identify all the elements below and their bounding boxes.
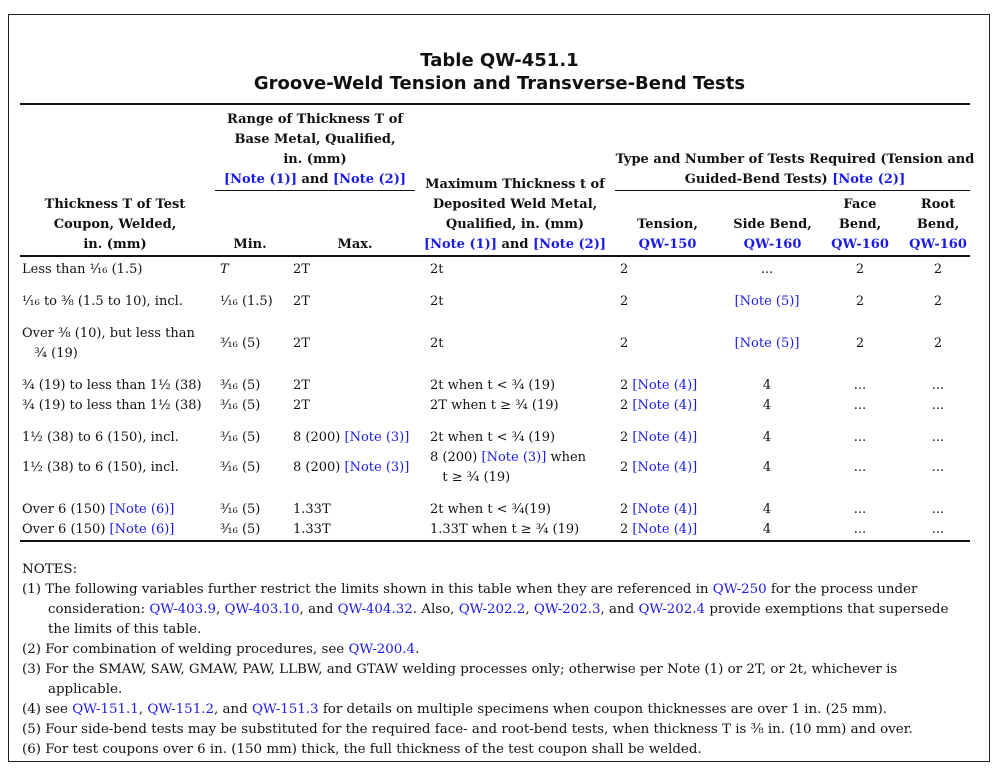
cell-text: 8 (200) xyxy=(293,430,345,445)
note-link[interactable]: [Note (5)] xyxy=(734,294,800,309)
cell-text: 2t when t < ³⁄₄(19) xyxy=(430,502,551,517)
cell-max xyxy=(293,396,310,416)
cell-tension xyxy=(620,458,697,478)
cell-text: , and xyxy=(299,602,338,617)
cell-face: ... xyxy=(853,502,867,517)
qw-160-link[interactable]: QW-160 xyxy=(743,237,802,252)
note-link[interactable]: [Note (2)] xyxy=(533,237,607,252)
header-line: Bend, xyxy=(916,217,960,232)
cell-root: ... xyxy=(931,502,945,517)
cell-text: 2T xyxy=(293,294,310,309)
cell-text: 2 xyxy=(620,460,633,475)
cell-dep xyxy=(430,376,555,396)
cell-face: ... xyxy=(853,522,867,537)
cell-text: 8 (200) xyxy=(430,450,482,465)
divider xyxy=(615,190,970,191)
cell-min xyxy=(220,520,260,540)
face-bend-header xyxy=(825,195,895,255)
cell-text: Over 6 (150) xyxy=(22,522,110,537)
header-line: Type and Number of Tests Required (Tension and xyxy=(615,152,975,167)
cell-max xyxy=(293,500,331,520)
note-link[interactable]: QW-151.1 xyxy=(72,702,139,717)
note-link[interactable]: [Note (2)] xyxy=(333,172,407,187)
note-link[interactable]: [Note (5)] xyxy=(734,336,800,351)
cell-tension xyxy=(620,334,628,354)
cell-text: 2t xyxy=(430,336,444,351)
cell-tension xyxy=(620,520,697,540)
cell-text: 4 xyxy=(762,378,772,393)
cell-face: ... xyxy=(853,460,867,475)
header-line: Root xyxy=(920,197,956,212)
header-line: Range of Thickness T of xyxy=(227,112,403,127)
table-number: Table QW-451.1 xyxy=(420,50,579,71)
header-line: in. (mm) xyxy=(283,152,347,167)
note-link[interactable]: [Note (4)] xyxy=(632,460,698,475)
note-link[interactable]: QW-151.3 xyxy=(251,702,319,717)
cell-text: (6) For test coupons over 6 in. (150 mm) thick, the full thickness of the test coupon shall be welded. xyxy=(22,742,702,757)
qw-150-link[interactable]: QW-150 xyxy=(638,237,697,252)
cell-max xyxy=(293,334,310,354)
cell-dep xyxy=(430,396,559,416)
cell-text: 2 xyxy=(620,398,633,413)
cell-text: t ≥ ³⁄₄ (19) xyxy=(430,470,511,485)
cell-coupon xyxy=(22,292,183,312)
cell-min xyxy=(220,376,260,396)
note-item xyxy=(22,740,972,760)
note-link[interactable]: QW-202.2 xyxy=(458,602,526,617)
tension-header xyxy=(620,215,715,255)
coupon-header xyxy=(20,195,210,255)
header-line: Thickness T of Test xyxy=(44,197,186,212)
cell-text: , and xyxy=(214,702,252,717)
cell-text: ³⁄₁₆ (5) xyxy=(220,336,261,351)
notes xyxy=(22,560,972,760)
root-bend-header xyxy=(902,195,974,255)
cell-min xyxy=(220,428,260,448)
cell-min xyxy=(220,260,229,280)
cell-text: ³⁄₄ (19) to less than 1½ (38) xyxy=(22,398,202,413)
note-link[interactable]: QW-403.10 xyxy=(224,602,300,617)
cell-text: 1½ (38) to 6 (150), incl. xyxy=(22,460,179,475)
cell-tension xyxy=(620,500,697,520)
cell-text: 2t when t < ³⁄₄ (19) xyxy=(430,430,556,445)
cell-max xyxy=(293,458,409,478)
cell-root: 2 xyxy=(933,336,943,351)
note-link[interactable]: QW-403.9 xyxy=(149,602,216,617)
note-link[interactable]: QW-202.4 xyxy=(638,602,706,617)
note-link[interactable]: QW-200.4 xyxy=(348,642,416,657)
cell-text: 4 xyxy=(762,398,772,413)
note-item xyxy=(22,720,972,740)
cell-text: , xyxy=(138,702,148,717)
cell-dep xyxy=(430,260,444,280)
cell-text: Less than ¹⁄₁₆ (1.5) xyxy=(22,262,143,277)
cell-side xyxy=(712,396,822,416)
cell-dep xyxy=(430,500,551,520)
cell-text: (1) The following variables further restrict the limits shown in this table when they are referenced in xyxy=(22,582,713,597)
cell-dep xyxy=(430,292,444,312)
cell-dep xyxy=(430,448,586,488)
cell-face: ... xyxy=(853,378,867,393)
cell-text: 2T when t ≥ ³⁄₄ (19) xyxy=(430,398,559,413)
cell-text: 4 xyxy=(762,430,772,445)
header-line: Bend, xyxy=(838,217,882,232)
cell-tension xyxy=(620,260,628,280)
cell-side xyxy=(712,458,822,478)
note-link[interactable]: [Note (3)] xyxy=(344,460,410,475)
cell-text: (5) Four side-bend tests may be substituted for the required face- and root-bend tests, when thickness T is ³⁄₈ in. (10 mm) and over. xyxy=(22,722,913,737)
cell-face: 2 xyxy=(855,294,865,309)
header-line: Base Metal, Qualified, xyxy=(234,132,396,147)
cell-coupon xyxy=(22,324,195,364)
header-line: Side Bend, xyxy=(733,217,812,232)
cell-text: 2T xyxy=(293,398,310,413)
cell-text: 2T xyxy=(293,336,310,351)
cell-side xyxy=(712,292,822,312)
header-line: Deposited Weld Metal, xyxy=(432,197,598,212)
cell-text: ³⁄₁₆ (5) xyxy=(220,430,261,445)
cell-coupon xyxy=(22,428,179,448)
note-link[interactable]: QW-250 xyxy=(712,582,767,597)
cell-face: ... xyxy=(853,398,867,413)
cell-text: Over 6 (150) xyxy=(22,502,110,517)
header-line: in. (mm) xyxy=(83,237,147,252)
header-line: Qualified, in. (mm) xyxy=(445,217,585,232)
cell-side xyxy=(712,520,822,540)
cell-text: 4 xyxy=(762,460,772,475)
cell-coupon xyxy=(22,520,174,540)
cell-text: . Also, xyxy=(412,602,459,617)
cell-text: 2 xyxy=(620,294,629,309)
cell-dep xyxy=(430,520,579,540)
cell-text: for details on multiple specimens when coupon thicknesses are over 1 in. (25 mm). xyxy=(318,702,888,717)
cell-face: ... xyxy=(853,430,867,445)
cell-text: ³⁄₁₆ (5) xyxy=(220,378,261,393)
cell-text: 1.33T when t ≥ ³⁄₄ (19) xyxy=(430,522,580,537)
cell-coupon xyxy=(22,260,142,280)
cell-text: (4) see xyxy=(22,702,73,717)
cell-coupon xyxy=(22,458,179,478)
table-title: Groove-Weld Tension and Transverse-Bend Tests xyxy=(253,73,746,94)
header-line: Coupon, Welded, xyxy=(53,217,177,232)
cell-text: (3) For the SMAW, SAW, GMAW, PAW, LLBW, and GTAW welding processes only; otherwise per Note (1) or 2T, or 2t, whichever is applicable. xyxy=(22,662,898,697)
cell-side xyxy=(712,260,822,280)
cell-text: ³⁄₁₆ (5) xyxy=(220,398,261,413)
cell-text: 4 xyxy=(762,522,772,537)
note-link[interactable]: [Note (6)] xyxy=(109,522,175,537)
cell-dep xyxy=(430,428,555,448)
cell-text: ³⁄₁₆ (5) xyxy=(220,460,261,475)
cell-text: 2 xyxy=(620,502,633,517)
note-link[interactable]: [Note (4)] xyxy=(632,378,698,393)
header-line: Tension, xyxy=(637,217,698,232)
cell-text: for the process under consideration: xyxy=(48,582,918,617)
cell-text: when xyxy=(546,450,587,465)
cell-text: 8 (200) xyxy=(293,460,345,475)
cell-face: 2 xyxy=(855,336,865,351)
note-item xyxy=(22,660,972,700)
cell-text: 2T xyxy=(293,262,310,277)
cell-root: ... xyxy=(931,522,945,537)
cell-root: ... xyxy=(931,430,945,445)
note-link[interactable]: [Note (6)] xyxy=(109,502,175,517)
cell-text: 2t xyxy=(430,262,444,277)
side-bend-header xyxy=(725,215,820,255)
cell-text: 1.33T xyxy=(293,522,331,537)
cell-root: ... xyxy=(931,460,945,475)
note-link[interactable]: [Note (3)] xyxy=(481,450,547,465)
cell-coupon xyxy=(22,396,202,416)
cell-min xyxy=(220,292,273,312)
cell-text: 2 xyxy=(620,336,629,351)
range-header xyxy=(215,110,415,190)
cell-text: 2 xyxy=(620,430,633,445)
cell-text: 4 xyxy=(762,502,772,517)
type-header xyxy=(615,150,975,190)
cell-text: , xyxy=(215,602,225,617)
cell-root: 2 xyxy=(933,262,943,277)
note-link[interactable]: [Note (1)] xyxy=(223,172,297,187)
cell-min xyxy=(220,458,260,478)
cell-dep xyxy=(430,334,444,354)
note-link[interactable]: [Note (4)] xyxy=(632,522,698,537)
min-header: Min. xyxy=(233,237,267,252)
cell-text: ³⁄₄ (19) to less than 1½ (38) xyxy=(22,378,202,393)
cell-text: 1½ (38) to 6 (150), incl. xyxy=(22,430,179,445)
cell-side xyxy=(712,334,822,354)
notes-title: NOTES: xyxy=(22,562,78,577)
cell-text: , and xyxy=(600,602,639,617)
note-item xyxy=(22,640,972,660)
header-line: Guided-Bend Tests) xyxy=(684,172,828,187)
cell-text: 1.33T xyxy=(293,502,331,517)
divider xyxy=(215,190,415,191)
header-line: Face xyxy=(843,197,877,212)
cell-root: ... xyxy=(931,398,945,413)
cell-coupon xyxy=(22,500,174,520)
cell-text: ... xyxy=(760,262,774,277)
and-text: and xyxy=(296,172,334,187)
cell-side xyxy=(712,428,822,448)
cell-text: 2 xyxy=(620,378,633,393)
cell-root: 2 xyxy=(933,294,943,309)
cell-max xyxy=(293,520,331,540)
cell-text: 2 xyxy=(620,522,633,537)
cell-min xyxy=(220,334,260,354)
cell-coupon xyxy=(22,376,202,396)
note-item xyxy=(22,580,972,640)
qw-160-link[interactable]: QW-160 xyxy=(831,237,889,252)
cell-max xyxy=(293,260,310,280)
max-header: Max. xyxy=(337,237,373,252)
cell-text: ¹⁄₁₆ to ³⁄₈ (1.5 to 10), incl. xyxy=(22,294,183,309)
cell-tension xyxy=(620,292,628,312)
cell-text: ³⁄₁₆ (5) xyxy=(220,502,261,517)
top-rule xyxy=(20,103,970,105)
note-link[interactable]: [Note (2)] xyxy=(832,172,906,187)
cell-min xyxy=(220,500,260,520)
cell-text: (2) For combination of welding procedures, see xyxy=(22,642,349,657)
cell-side xyxy=(712,376,822,396)
cell-text: 2T xyxy=(293,378,310,393)
note-link[interactable]: QW-151.2 xyxy=(147,702,214,717)
cell-min xyxy=(220,396,260,416)
deposited-header xyxy=(420,175,610,255)
cell-max xyxy=(293,292,310,312)
cell-text: provide exemptions that supersede the limits of this table. xyxy=(48,602,949,637)
cell-side xyxy=(712,500,822,520)
header-rule xyxy=(20,255,970,257)
note-link[interactable]: [Note (3)] xyxy=(344,430,410,445)
cell-face: 2 xyxy=(855,262,865,277)
cell-text: ³⁄₄ (19) xyxy=(22,346,78,361)
cell-max xyxy=(293,428,409,448)
cell-text: ³⁄₁₆ (5) xyxy=(220,522,261,537)
note-link[interactable]: QW-202.3 xyxy=(533,602,601,617)
header-line: Maximum Thickness t of xyxy=(425,177,605,192)
qw-160-link[interactable]: QW-160 xyxy=(909,237,967,252)
note-link[interactable]: QW-404.32 xyxy=(337,602,413,617)
cell-text: 2t when t < ³⁄₄ (19) xyxy=(430,378,556,393)
cell-text: , xyxy=(525,602,534,617)
cell-text: ¹⁄₁₆ (1.5) xyxy=(220,294,273,309)
cell-text: 2t xyxy=(430,294,444,309)
cell-text: . xyxy=(415,642,420,657)
cell-text: 2 xyxy=(620,262,629,277)
note-link[interactable]: [Note (4)] xyxy=(632,430,698,445)
cell-text: T xyxy=(220,262,229,277)
cell-root: ... xyxy=(931,378,945,393)
and-text: and xyxy=(496,237,534,252)
note-link[interactable]: [Note (1)] xyxy=(423,237,497,252)
note-item xyxy=(22,700,972,720)
note-link[interactable]: [Note (4)] xyxy=(632,502,698,517)
cell-text: Over ³⁄₈ (10), but less than xyxy=(22,326,195,341)
note-link[interactable]: [Note (4)] xyxy=(632,398,698,413)
cell-tension xyxy=(620,396,697,416)
cell-max xyxy=(293,376,310,396)
cell-tension xyxy=(620,428,697,448)
cell-tension xyxy=(620,376,697,396)
bottom-rule xyxy=(20,540,970,542)
